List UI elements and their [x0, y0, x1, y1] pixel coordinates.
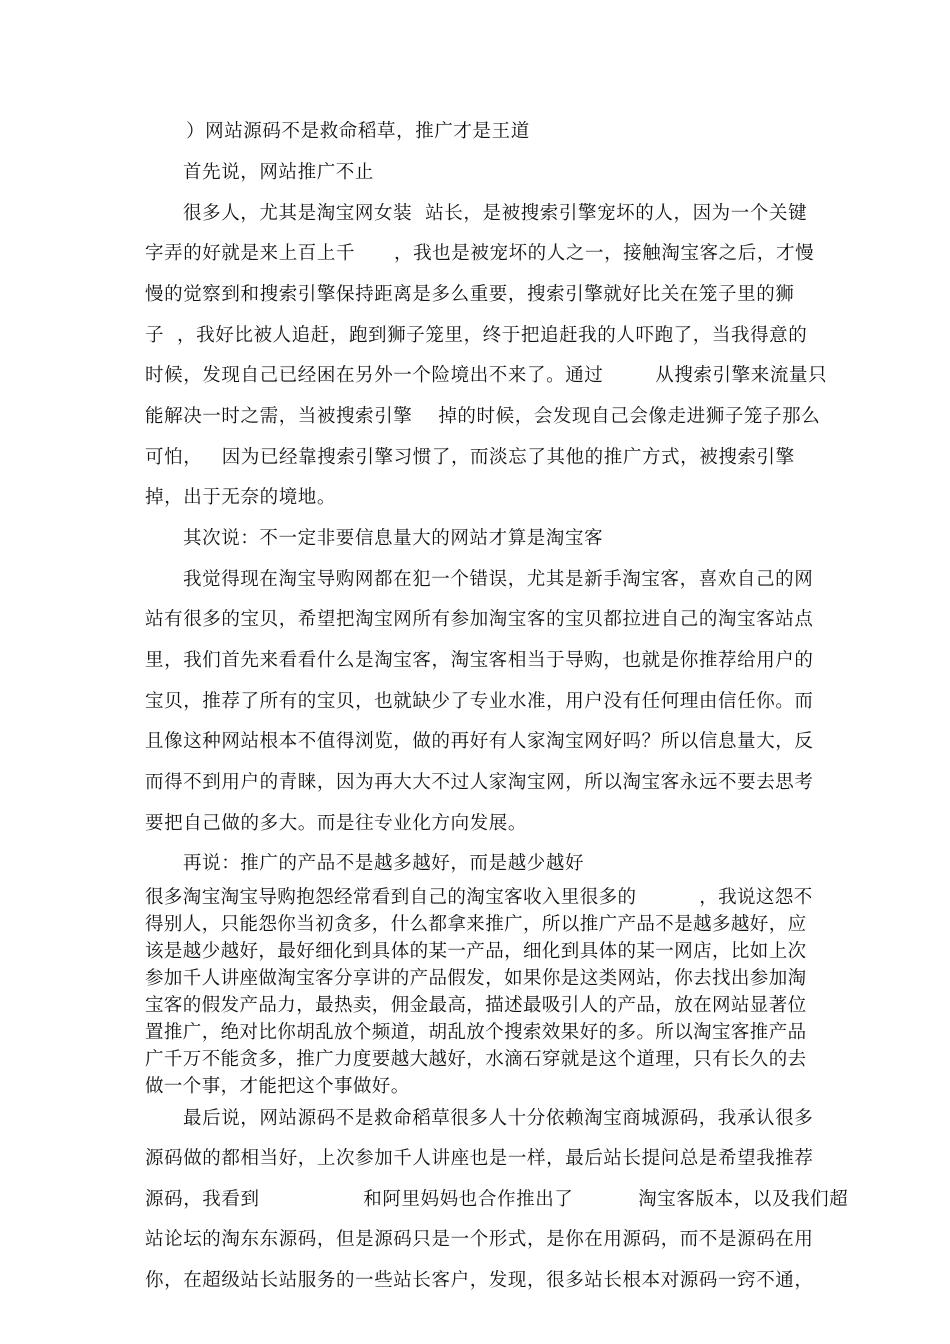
- paragraph-heading: 再说：推广的产品不是越多越好，而是越少越好: [183, 853, 585, 874]
- text-line: 做一个事，才能把这个事做好。: [145, 1076, 410, 1097]
- text-line: 时候，发现自己已经困在另外一个险境出不来了。通过 从搜索引擎来流量只: [145, 365, 828, 386]
- text-line: 站有很多的宝贝，希望把淘宝网所有参加淘宝客的宝贝都拉进自己的淘宝客站点: [145, 609, 814, 630]
- text-line: 得别人，只能怨你当初贪多，什么都拿来推广，所以推广产品不是越多越好，应: [145, 914, 807, 935]
- text-line: 该是越少越好，最好细化到具体的某一产品，细化到具体的某一网店，比如上次: [145, 941, 807, 962]
- text-line: 而得不到用户的青睐，因为再大大不过人家淘宝网，所以淘宝客永远不要去思考: [145, 772, 814, 793]
- text-line: 要把自己做的多大。而是往专业化方向发展。: [145, 813, 528, 834]
- text-line: 参加千人讲座做淘宝客分享讲的产品假发，如果你是这类网站，你去找出参加淘: [145, 968, 807, 989]
- text-line: 很多淘宝淘宝导购抱怨经常看到自己的淘宝客收入里很多的 ，我说这怨不: [145, 887, 813, 908]
- text-line: 慢的觉察到和搜索引擎保持距离是多么重要，搜索引擎就好比关在笼子里的狮: [145, 284, 795, 305]
- text-line: 可怕， 因为已经靠搜索引擎习惯了，而淡忘了其他的推广方式，被搜索引擎: [145, 447, 795, 468]
- text-line: 广千万不能贪多，推广力度要越大越好，水滴石穿就是这个道理，只有长久的去: [145, 1049, 807, 1070]
- text-line: 宝客的假发产品力，最热卖，佣金最高，描述最吸引人的产品，放在网站显著位: [145, 995, 807, 1016]
- text-line: 里，我们首先来看看什么是淘宝客，淘宝客相当于导购，也就是你推荐给用户的: [145, 650, 814, 671]
- text-line: 子 ，我好比被人追赶，跑到狮子笼里，终于把追赶我的人吓跑了，当我得意的: [145, 325, 808, 346]
- text-line: 最后说，网站源码不是救命稻草很多人十分依赖淘宝商城源码，我承认很多: [183, 1108, 814, 1129]
- text-line: 宝贝，推荐了所有的宝贝，也就缺少了专业水准，用户没有任何理由信任你。而: [145, 691, 814, 712]
- text-line: 掉，出于无奈的境地。: [145, 487, 337, 508]
- text-line: 源码，我看到 和阿里妈妈也合作推出了 淘宝客版本，以及我们超: [145, 1189, 849, 1210]
- text-line: 置推广，绝对比你胡乱放个频道，胡乱放个搜索效果好的多。所以淘宝客推产品: [145, 1022, 807, 1043]
- section-title: ）网站源码不是救命稻草，推广才是王道: [186, 121, 530, 142]
- paragraph-heading: 其次说：不一定非要信息量大的网站才算是淘宝客: [183, 528, 604, 549]
- text-line: 且像这种网站根本不值得浏览，做的再好有人家淘宝网好吗？所以信息量大，反: [145, 731, 814, 752]
- text-line: 字弄的好就是来上百上千 ，我也是被宠坏的人之一，接触淘宝客之后，才慢: [145, 243, 815, 264]
- paragraph-heading: 首先说，网站推广不止: [183, 162, 375, 183]
- text-line: 源码做的都相当好，上次参加千人讲座也是一样，最后站长提问总是希望我推荐: [145, 1148, 814, 1169]
- text-line: 站论坛的淘东东源码，但是源码只是一个形式，是你在用源码，而不是源码在用: [145, 1229, 814, 1250]
- text-line: 能解决一时之需，当被搜索引擎 掉的时候，会发现自己会像走进狮子笼子那么: [145, 406, 821, 427]
- text-line: 很多人，尤其是淘宝网女装 站长，是被搜索引擎宠坏的人，因为一个关键: [183, 203, 808, 224]
- text-line: 我觉得现在淘宝导购网都在犯一个错误，尤其是新手淘宝客，喜欢自己的网: [183, 569, 814, 590]
- text-line: 你，在超级站长站服务的一些站长客户，发现，很多站长根本对源码一窍不通，: [145, 1270, 814, 1291]
